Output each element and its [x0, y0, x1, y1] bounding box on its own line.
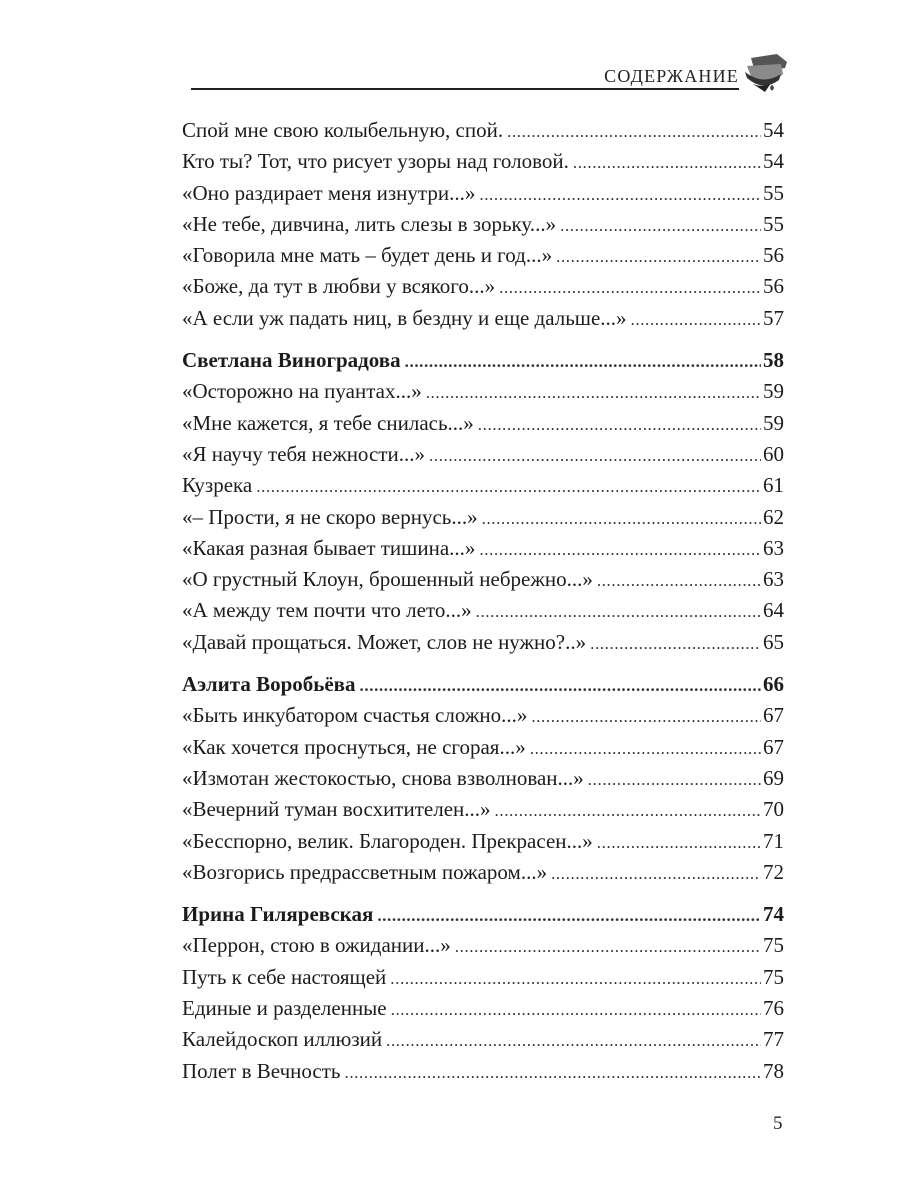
entry-page-number: 63 [763, 535, 784, 560]
dot-leader [631, 304, 761, 335]
toc-entry[interactable] [182, 303, 784, 334]
author-name: Аэлита Воробьёва [182, 672, 356, 697]
dot-leader [344, 1057, 761, 1088]
entry-page-number: 59 [763, 410, 784, 435]
toc-entry[interactable] [182, 271, 784, 302]
entry-page-number: 56 [763, 274, 784, 299]
entry-page-number: 69 [763, 765, 784, 790]
entry-page-number: 77 [763, 1027, 784, 1052]
entry-page-number: 64 [763, 598, 784, 623]
dot-leader [479, 179, 761, 210]
dot-leader [386, 1025, 761, 1056]
entry-page-number: 76 [763, 996, 784, 1021]
toc-entry[interactable] [182, 930, 784, 961]
entry-page-number: 72 [763, 859, 784, 884]
entry-title: Полет в Вечность [182, 1058, 341, 1083]
dot-leader [377, 900, 761, 931]
dot-leader [551, 858, 761, 889]
entry-page-number: 71 [763, 828, 784, 853]
entry-title: «Не тебе, дивчина, лить слезы в зорьку...» [182, 211, 557, 236]
entry-title: Калейдоскоп иллюзий [182, 1027, 383, 1052]
entry-title: «Какая разная бывает тишина...» [182, 535, 476, 560]
entry-page-number: 75 [763, 933, 784, 958]
entry-title: Спой мне свою колыбельную, спой. [182, 118, 504, 142]
dot-leader [455, 931, 761, 962]
toc-entry[interactable] [182, 115, 784, 146]
page-number: 5 [773, 1113, 783, 1134]
dot-leader [478, 409, 761, 440]
toc-author-entry[interactable] [182, 899, 784, 930]
dot-leader [573, 147, 761, 178]
entry-title: «Быть инкубатором счастья сложно...» [182, 703, 528, 728]
entry-page-number: 61 [763, 473, 784, 498]
section-gap [182, 658, 784, 669]
table-of-contents [182, 115, 784, 1087]
dot-leader [426, 377, 761, 408]
section-gap [182, 334, 784, 345]
entry-page-number: 55 [763, 211, 784, 236]
toc-entry[interactable] [182, 564, 784, 595]
entry-page-number: 70 [763, 797, 784, 822]
dot-leader [476, 596, 761, 627]
toc-entry[interactable] [182, 1056, 784, 1087]
toc-entry[interactable] [182, 178, 784, 209]
toc-entry[interactable] [182, 439, 784, 470]
entry-page-number: 67 [763, 703, 784, 728]
dot-leader [256, 471, 761, 502]
dot-leader [597, 827, 761, 858]
toc-entry[interactable] [182, 627, 784, 658]
toc-entry[interactable] [182, 146, 784, 177]
toc-entry[interactable] [182, 408, 784, 439]
dot-leader [479, 534, 761, 565]
entry-page-number: 67 [763, 734, 784, 759]
toc-entry[interactable] [182, 595, 784, 626]
dot-leader [507, 116, 761, 147]
entry-title: «Бесспорно, велик. Благороден. Прекрасен...» [182, 828, 593, 853]
entry-page-number: 65 [763, 629, 784, 654]
entry-page-number: 55 [763, 180, 784, 205]
toc-entry[interactable] [182, 700, 784, 731]
toc-entry[interactable] [182, 732, 784, 763]
dot-leader [588, 764, 761, 795]
entry-title: «Давай прощаться. Может, слов не нужно?..» [182, 629, 587, 654]
toc-entry[interactable] [182, 993, 784, 1024]
toc-entry[interactable] [182, 533, 784, 564]
toc-entry[interactable] [182, 962, 784, 993]
quill-emblem-icon [741, 52, 789, 96]
entry-title: «Боже, да тут в любви у всякого...» [182, 274, 496, 299]
entry-page-number: 54 [763, 118, 784, 142]
entry-page-number: 56 [763, 243, 784, 268]
toc-entry[interactable] [182, 794, 784, 825]
entry-title: «Возгорись предрассветным пожаром...» [182, 859, 548, 884]
entry-title: «Вечерний туман восхитителен...» [182, 797, 491, 822]
entry-page-number: 62 [763, 504, 784, 529]
running-header [191, 52, 791, 102]
author-name: Светлана Виноградова [182, 348, 401, 373]
dot-leader [556, 241, 761, 272]
entry-title: «А между тем почти что лето...» [182, 598, 472, 623]
entry-title: Путь к себе настоящей [182, 964, 387, 989]
entry-title: «Перрон, стою в ожидании...» [182, 933, 451, 958]
toc-entry[interactable] [182, 376, 784, 407]
toc-entry[interactable] [182, 826, 784, 857]
dot-leader [530, 733, 761, 764]
dot-leader [391, 994, 761, 1025]
entry-page-number: 66 [763, 672, 784, 697]
entry-page-number: 59 [763, 379, 784, 404]
section-gap [182, 888, 784, 899]
entry-title: «Как хочется проснуться, не сгорая...» [182, 734, 526, 759]
entry-title: Единые и разделенные [182, 996, 387, 1021]
toc-entry[interactable] [182, 1024, 784, 1055]
toc-author-entry[interactable] [182, 669, 784, 700]
dot-leader [499, 272, 761, 303]
header-title: СОДЕРЖАНИЕ [604, 66, 739, 86]
entry-title: «Осторожно на пуантах...» [182, 379, 422, 404]
entry-title: Кузрека [182, 473, 253, 498]
entry-title: Кто ты? Тот, что рисует узоры над головой. [182, 149, 569, 174]
author-name: Ирина Гиляревская [182, 902, 374, 927]
dot-leader [560, 210, 761, 241]
dot-leader [429, 440, 761, 471]
header-rule [191, 88, 739, 90]
entry-title: «О грустный Клоун, брошенный небрежно...» [182, 567, 593, 592]
toc-author-entry[interactable] [182, 345, 784, 376]
dot-leader [390, 963, 761, 994]
dot-leader [495, 795, 761, 826]
entry-page-number: 58 [763, 348, 784, 373]
toc-entry[interactable] [182, 763, 784, 794]
dot-leader [531, 701, 761, 732]
entry-title: «Говорила мне мать – будет день и год...» [182, 243, 553, 268]
dot-leader [405, 346, 761, 377]
toc-entry[interactable] [182, 470, 784, 501]
entry-title: «Оно раздирает меня изнутри...» [182, 180, 476, 205]
entry-page-number: 75 [763, 964, 784, 989]
entry-page-number: 74 [763, 902, 784, 927]
entry-title: «Измотан жестокостью, снова взволнован...» [182, 765, 584, 790]
dot-leader [482, 503, 761, 534]
entry-page-number: 63 [763, 567, 784, 592]
entry-page-number: 78 [763, 1058, 784, 1083]
entry-title: «– Прости, я не скоро вернусь...» [182, 504, 478, 529]
toc-entry[interactable] [182, 209, 784, 240]
entry-title: «Мне кажется, я тебе снилась...» [182, 410, 474, 435]
entry-page-number: 57 [763, 305, 784, 330]
toc-entry[interactable] [182, 502, 784, 533]
entry-page-number: 60 [763, 441, 784, 466]
dot-leader [597, 565, 761, 596]
dot-leader [590, 628, 761, 659]
toc-entry[interactable] [182, 240, 784, 271]
entry-title: «Я научу тебя нежности...» [182, 441, 425, 466]
toc-entry[interactable] [182, 857, 784, 888]
entry-page-number: 54 [763, 149, 784, 174]
dot-leader [360, 670, 761, 701]
entry-title: «А если уж падать ниц, в бездну и еще дальше...» [182, 305, 627, 330]
